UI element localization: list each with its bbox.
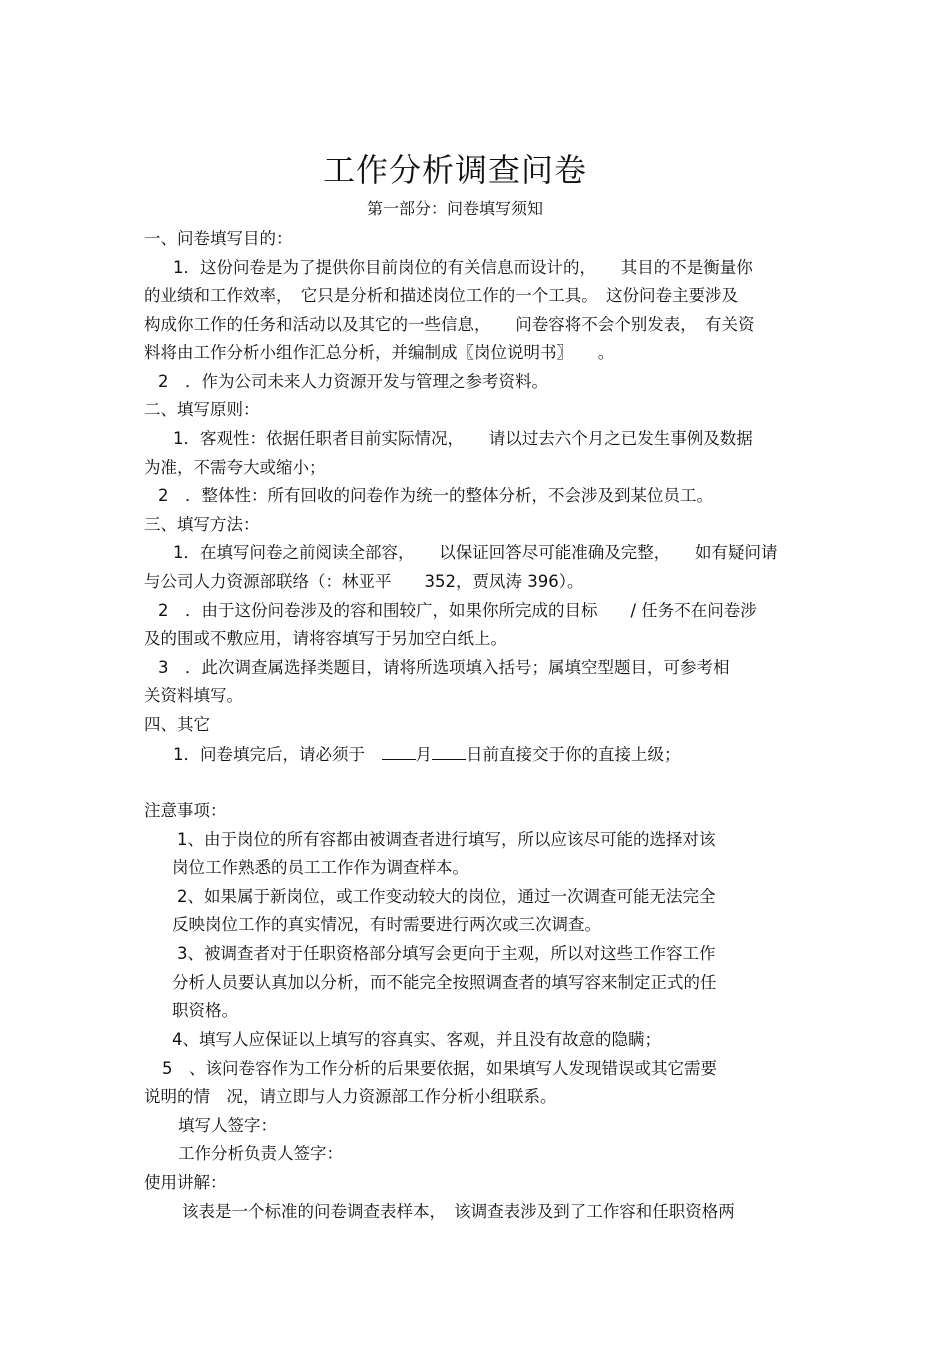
note-line: 岗位工作熟悉的员工工作作为调查样本。 <box>172 858 469 877</box>
paragraph-line: 1．在填写问卷之前阅读全部容， 以保证回答尽可能准确及完整， 如有疑问请 <box>173 543 778 562</box>
paragraph-line: 的业绩和工作效率， 它只是分析和描述岗位工作的一个工具。 这份问卷主要涉及 <box>144 286 738 305</box>
paragraph-line: 2 ．整体性：所有回收的问卷作为统一的整体分析，不会涉及到某位员工。 <box>158 486 713 505</box>
paragraph-line: 构成你工作的任务和活动以及其它的一些信息， 问卷容将不会个别发表， 有关资 <box>144 315 755 334</box>
document-subtitle: 第一部分：问卷填写须知 <box>366 199 543 218</box>
note-line: 1、由于岗位的所有容都由被调查者进行填写，所以应该尽可能的选择对该 <box>177 830 716 849</box>
note-line: 反映岗位工作的真实情况，有时需要进行两次或三次调查。 <box>172 915 601 934</box>
document-title: 工作分析调查问卷 <box>322 151 587 189</box>
section-heading-other: 四、其它 <box>144 715 210 734</box>
paragraph-line: 为准，不需夸大或缩小； <box>144 458 326 477</box>
note-line: 2、如果属于新岗位，或工作变动较大的岗位，通过一次调查可能无法完全 <box>177 887 716 906</box>
paragraph-line: 及的围或不敷应用，请将容填写于另加空白纸上。 <box>144 629 507 648</box>
paragraph-line: 1．这份问卷是为了提供你目前岗位的有关信息而设计的， 其目的不是衡量你 <box>173 258 753 277</box>
signature-manager-label: 工作分析负责人签字： <box>178 1144 343 1163</box>
note-line: 3、被调查者对于任职资格部分填写会更向于主观，所以对这些工作容工作 <box>177 944 716 963</box>
section-heading-purpose: 一、问卷填写目的： <box>144 229 293 248</box>
month-blank <box>382 743 416 760</box>
notes-heading: 注意事项： <box>144 801 227 820</box>
section-heading-method: 三、填写方法： <box>144 515 260 534</box>
day-blank <box>432 743 466 760</box>
paragraph-line: 2 ．由于这份问卷涉及的容和围较广，如果你所完成的目标 / 任务不在问卷涉 <box>158 601 757 620</box>
month-label: 月 <box>415 745 432 764</box>
section-heading-principles: 二、填写原则： <box>144 400 260 419</box>
signature-filler-label: 填写人签字： <box>178 1116 277 1135</box>
paragraph-line: 1．客观性：依据任职者目前实际情况， 请以过去六个月之已发生事例及数据 <box>173 429 753 448</box>
paragraph-line: 料将由工作分析小组作汇总分析，并编制成〖岗位说明书〗 。 <box>144 343 615 362</box>
deadline-text-start: 1．问卷填完后，请必须于 <box>173 745 382 764</box>
paragraph-line: 2 ．作为公司未来人力资源开发与管理之参考资料。 <box>158 372 548 391</box>
note-line: 职资格。 <box>172 1001 238 1020</box>
paragraph-line: 3 ．此次调查属选择类题目，请将所选项填入括号；属填空型题目，可参考相 <box>158 658 730 677</box>
paragraph-line: 关资料填写。 <box>144 686 243 705</box>
note-line: 分析人员要认真加以分析，而不能完全按照调查者的填写容来制定正式的任 <box>172 973 717 992</box>
note-line: 4、填写人应保证以上填写的容真实、客观，并且没有故意的隐瞒； <box>172 1030 661 1049</box>
note-line: 说明的情 况，请立即与人力资源部工作分析小组联系。 <box>144 1087 557 1106</box>
deadline-text-end: 日前直接交于你的直接上级； <box>466 745 681 764</box>
usage-line: 该表是一个标准的问卷调查表样本， 该调查表涉及到了工作容和任职资格两 <box>182 1202 735 1221</box>
usage-heading: 使用讲解： <box>144 1173 227 1192</box>
note-line: 5 、该问卷容作为工作分析的后果要依据，如果填写人发现错误或其它需要 <box>162 1059 717 1078</box>
paragraph-line: 与公司人力资源部联络（：林亚平 352，贾凤涛 396）。 <box>144 572 584 591</box>
deadline-line <box>173 743 681 766</box>
